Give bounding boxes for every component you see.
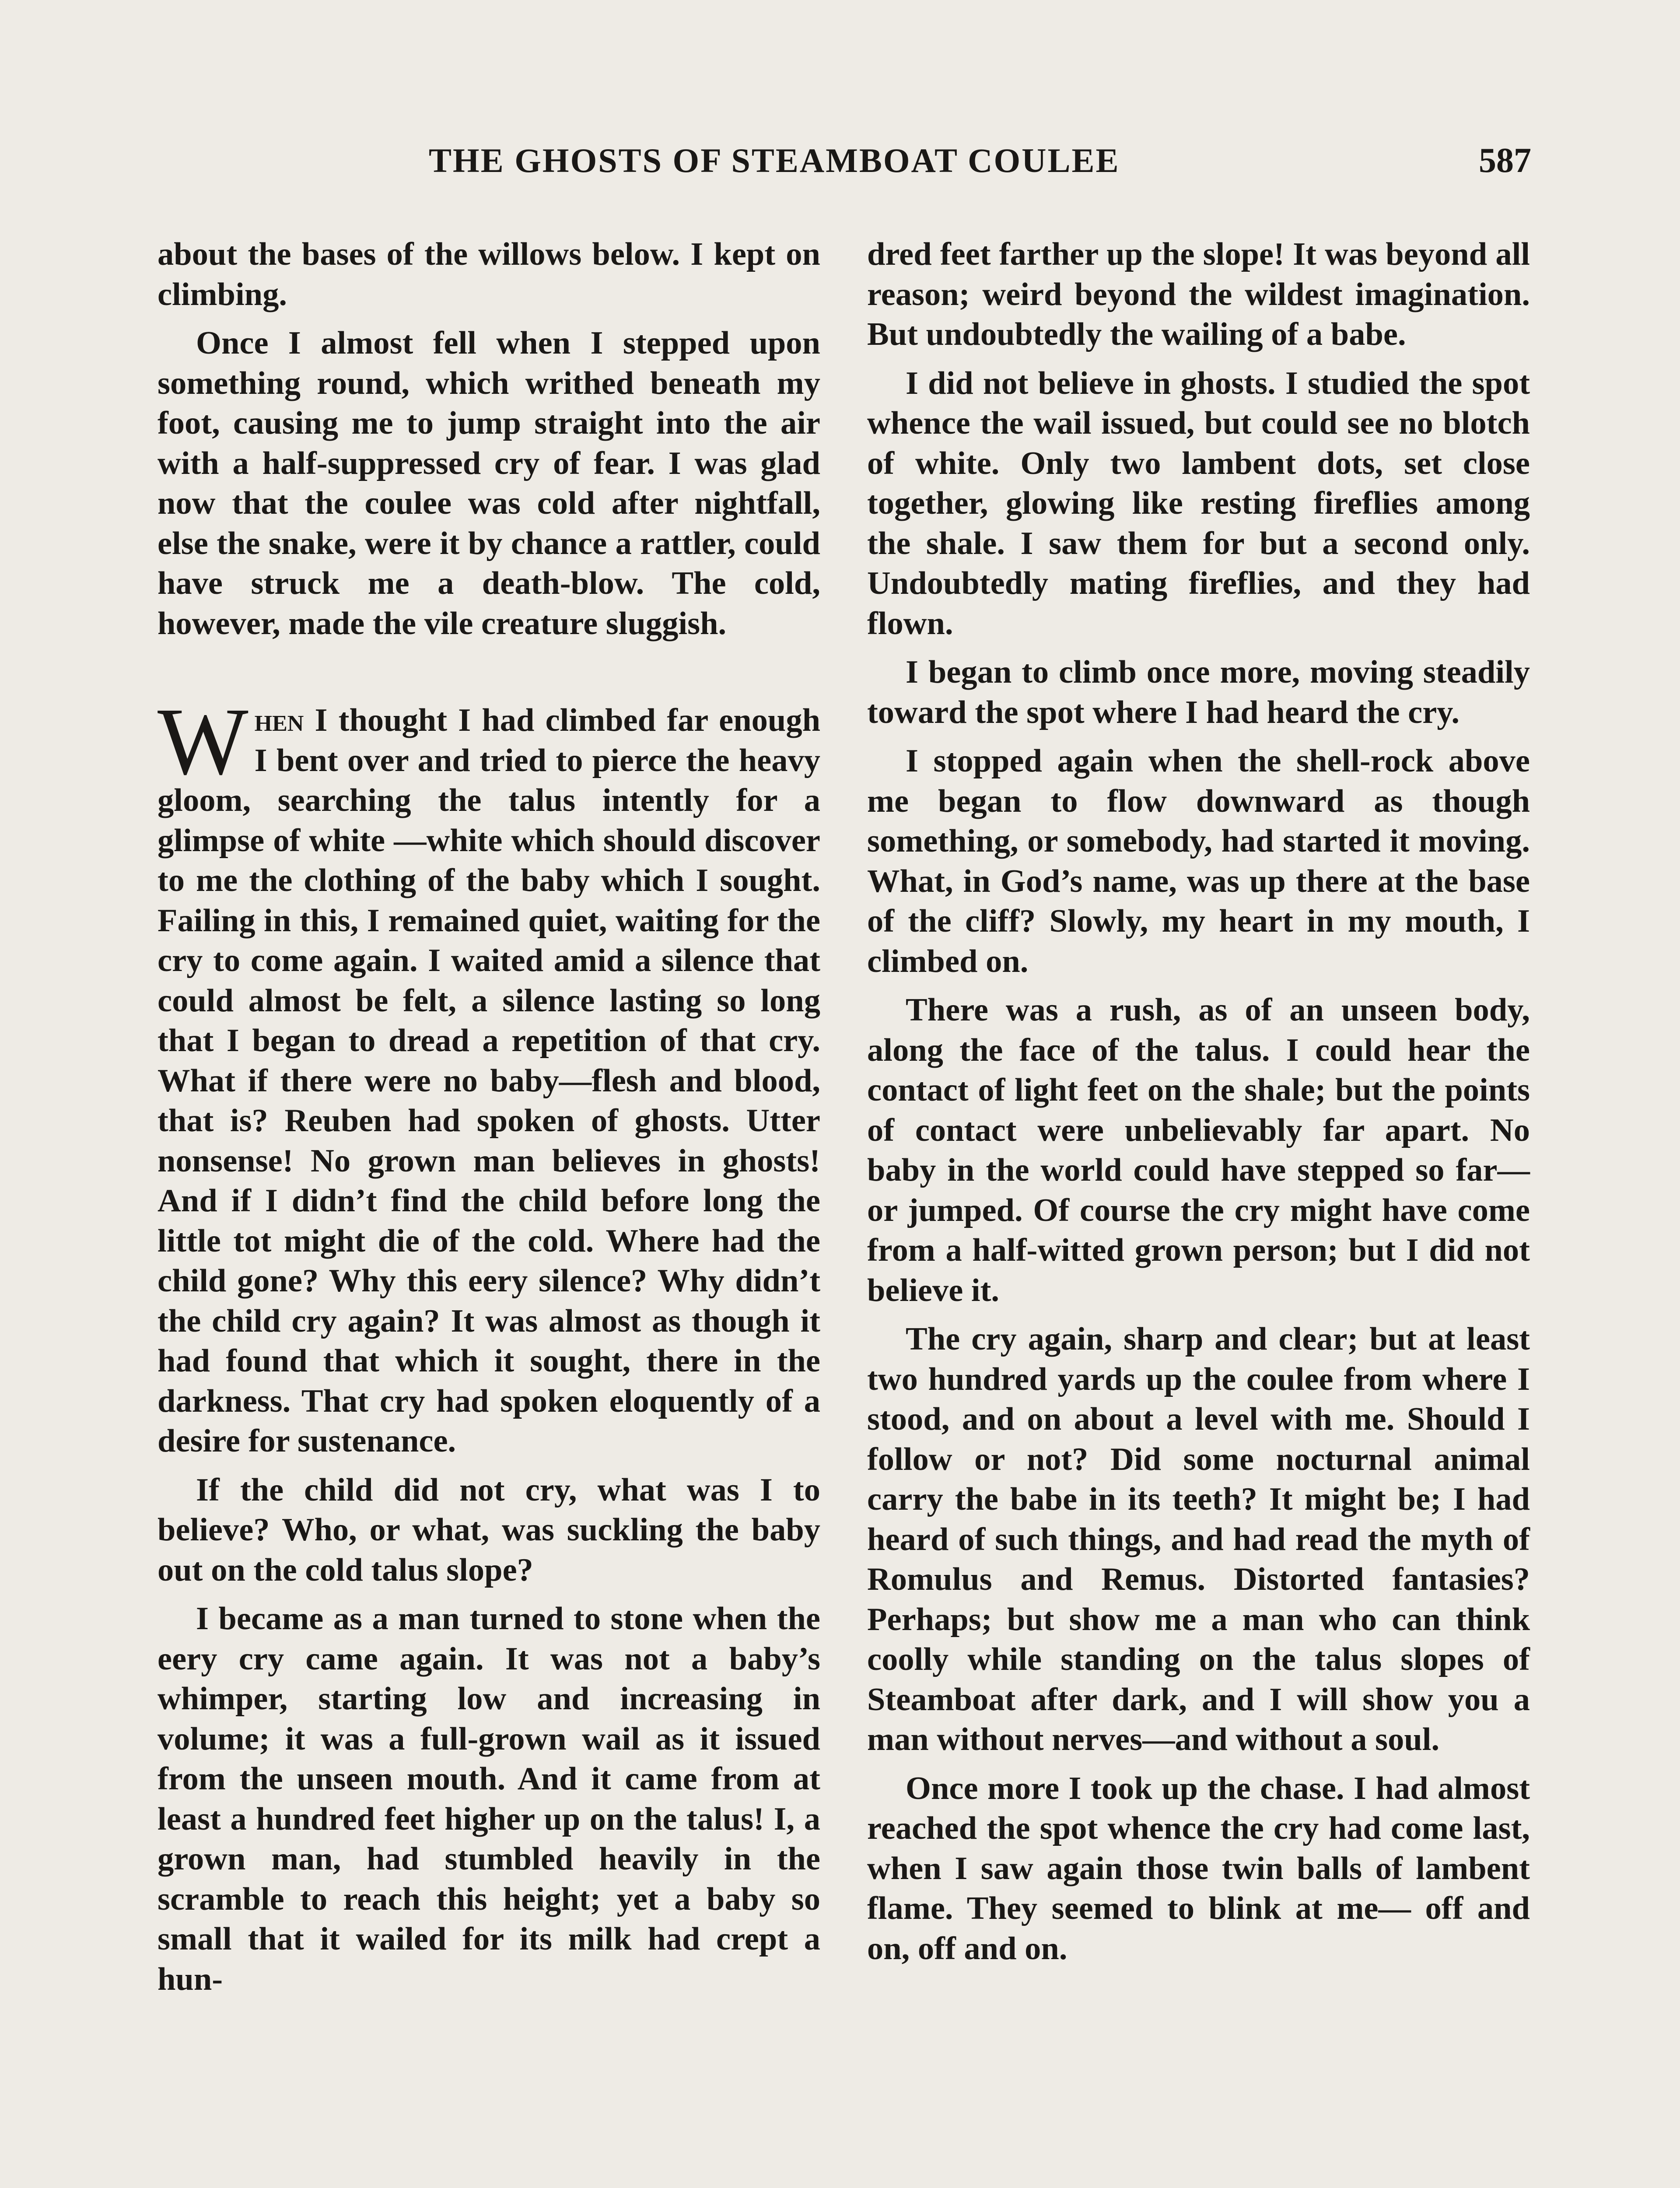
- left-column: [158, 235, 820, 2008]
- page-header: [158, 141, 1531, 189]
- paragraph: I did not believe in ghosts. I studied the spot whence the wail issued, but could see no blotch of white. Only two lambent dots, set close together, glowing like resting fireflies among the shale. I saw them for but a second only. Undoubtedly mating fireflies, and they had flown.: [867, 365, 1530, 642]
- small-caps-lead: hen: [254, 702, 304, 738]
- paragraph: There was a rush, as of an unseen body, along the face of the talus. I could hear the contact of light feet on the shale; but the points of contact were unbelievably far apart. No baby in the world could have stepped so far—or jumped. Of course the cry might have come from a half-witted grown person; but I did not believe it.: [867, 992, 1530, 1308]
- paragraph: I became as a man turned to stone when the eery cry came again. It was not a baby’s whimper, starting low and increasing in volume; it was a full-grown wail as it issued from the unseen mouth. And it came from at least a hundred feet higher up on the talus! I, a grown man, had stumbled heavily in the scramble to reach this height; yet a baby so small that it wailed for its milk had crept a hun-: [158, 1601, 820, 1997]
- section-opening-paragraph: [158, 688, 820, 1462]
- right-column: [867, 235, 1530, 1978]
- paragraph: about the bases of the willows below. I kept on climbing.: [158, 236, 820, 312]
- paragraph: Once I almost fell when I stepped upon something round, which writhed beneath my foot, causing me to jump straight into the air with a half-suppressed cry of fear. I was glad now that the coulee was cold after nightfall, else the snake, were it by chance a rattler, could have struck me a death-blow. The cold, however, made the vile creature sluggish.: [158, 325, 820, 642]
- paragraph: Once more I took up the chase. I had almost reached the spot whence the cry had come last, when I saw again those twin balls of lambent flame. They seemed to blink at me— off and on, off and on.: [867, 1770, 1530, 1967]
- paragraph-text: I thought I had climbed far enough I bent over and tried to pierce the heavy gloom, searching the talus intently for a glimpse of white —white which should discover to me the clothing of the baby which I sought. Failing in this, I remained quiet, waiting for the cry to come again. I waited amid a silence that could almost be felt, a silence lasting so long that I began to dread a repetition of that cry. What if there were no baby—flesh and blood, that is? Reuben had spoken of ghosts. Utter nonsense! No grown man believes in ghosts! And if I didn’t find the child before long the little tot might die of the cold. Where had the child gone? Why this eery silence? Why didn’t the child cry again? It was almost as though it had found that which it sought, there in the darkness. That cry had spoken eloquently of a desire for sustenance.: [158, 702, 820, 1459]
- drop-cap: W: [158, 688, 248, 795]
- paragraph: dred feet farther up the slope! It was beyond all reason; weird beyond the wildest imagination. But undoubtedly the wailing of a babe.: [867, 236, 1530, 352]
- paragraph: The cry again, sharp and clear; but at least two hundred yards up the coulee from where I stood, and on about a level with me. Should I follow or not? Did some nocturnal animal carry the babe in its teeth? It might be; I had heard of such things, and had read the myth of Romulus and Remus. Distorted fantasies? Perhaps; but show me a man who can think coolly while standing on the talus slopes of Steamboat after dark, and I will show you a man without nerves—and without a soul.: [867, 1321, 1530, 1757]
- paragraph: If the child did not cry, what was I to believe? Who, or what, was suckling the baby out on the cold talus slope?: [158, 1472, 820, 1588]
- running-title: THE GHOSTS OF STEAMBOAT COULEE: [429, 141, 1120, 179]
- page-number: 587: [1479, 141, 1531, 180]
- paragraph: I stopped again when the shell-rock above me began to flow downward as though something, or somebody, had started it moving. What, in God’s name, was up there at the base of the cliff? Slowly, my heart in my mouth, I climbed on.: [867, 743, 1530, 979]
- paragraph: I began to climb once more, moving steadily toward the spot where I had heard the cry.: [867, 654, 1530, 730]
